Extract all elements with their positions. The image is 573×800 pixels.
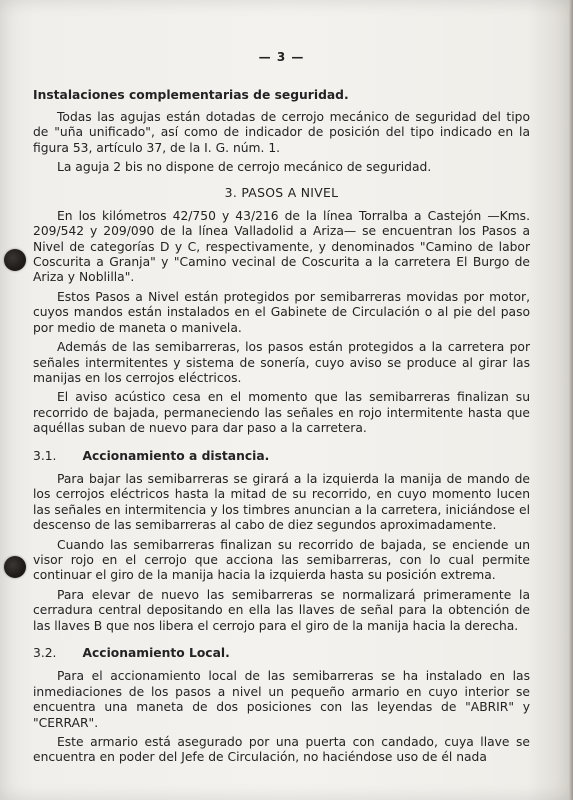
- paragraph: La aguja 2 bis no dispone de cerrojo mecánico de seguridad.: [57, 160, 432, 175]
- page-number: — 3 —: [258, 50, 305, 64]
- subsection-number: 3.1.: [33, 448, 57, 463]
- paragraph: Para bajar las semibarreras se girará a la izquierda la manija de mando de los cerrojos eléctricos hasta la mitad de su recorrido, en cuyo momento lucen las señales en intermitencia y los timbres anuncian a la carretera, iniciándose el descenso de las semibarreras al cabo de diez segundos aproximadamente.: [33, 471, 530, 533]
- punch-hole: [4, 249, 26, 271]
- subsection-heading-local: [33, 646, 530, 661]
- punch-hole: [4, 556, 26, 578]
- subsection-number: 3.2.: [33, 646, 57, 660]
- page-edge: [569, 0, 573, 800]
- paragraph: El aviso acústico cesa en el momento que las semibarreras finalizan su recorrido de bajada, permaneciendo las señales en rojo intermitente hasta que aquéllas suban de nuevo para dar paso a la carretera.: [33, 390, 530, 436]
- subsection-title: Accionamiento Local.: [82, 646, 230, 660]
- section-title-pasos-a-nivel: 3. PASOS A NIVEL: [224, 185, 339, 201]
- paragraph: Para el accionamiento local de las semibarreras se ha instalado en las inmediaciones de los pasos a nivel un pequeño armario en cuyo interior se encuentra una maneta de dos posiciones con las leyendas de "ABRIR" y "CERRAR".: [33, 669, 530, 730]
- paragraph: Para elevar de nuevo las semibarreras se normalizará primeramente la cerradura central depositando en ella las llaves de señal para la obtención de las llaves B que nos libera el cerrojo para el giro de la manija hacia la derecha.: [33, 587, 530, 633]
- paragraph: Estos Pasos a Nivel están protegidos por semibarreras movidas por motor, cuyos mandos están instalados en el Gabinete de Circulación o al pie del paso por medio de maneta o manivela.: [33, 289, 530, 335]
- paragraph: En los kilómetros 42/750 y 43/216 de la línea Torralba a Castejón —Kms. 209/542 y 209/090 de la línea Valladolid a Ariza— se encuentran los Pasos a Nivel de categorías D y C, respectivamente, y denominados "Camino de labor Coscurita a Granja" y "Camino vecinal de Coscurita a la carretera El Burgo de Ariza y Noblilla".: [33, 208, 530, 285]
- page-content: [33, 50, 530, 770]
- subsection-heading-distancia: [33, 449, 530, 464]
- paragraph: Todas las agujas están dotadas de cerrojo mecánico de seguridad del tipo de "uña unificado", así como de indicador de posición del tipo indicado en la figura 53, artículo 37, de la I. G. núm. 1.: [33, 109, 530, 155]
- subsection-title: Accionamiento a distancia.: [82, 448, 270, 463]
- paragraph: Además de las semibarreras, los pasos están protegidos a la carretera por señales intermitentes y sistema de sonería, cuyo aviso se produce al girar las manijas en los cerrojos eléctricos.: [33, 340, 530, 385]
- paragraph: Este armario está asegurado por una puerta con candado, cuya llave se encuentra en poder del Jefe de Circulación, no haciéndose uso de él nada: [33, 735, 530, 765]
- section-heading-complementarias: Instalaciones complementarias de seguridad.: [33, 88, 349, 103]
- paragraph: Cuando las semibarreras finalizan su recorrido de bajada, se enciende un visor rojo en el cerrojo que acciona las semibarreras, con lo cual permite continuar el giro de la manija hacia la izquierda hasta su posición extrema.: [33, 537, 530, 583]
